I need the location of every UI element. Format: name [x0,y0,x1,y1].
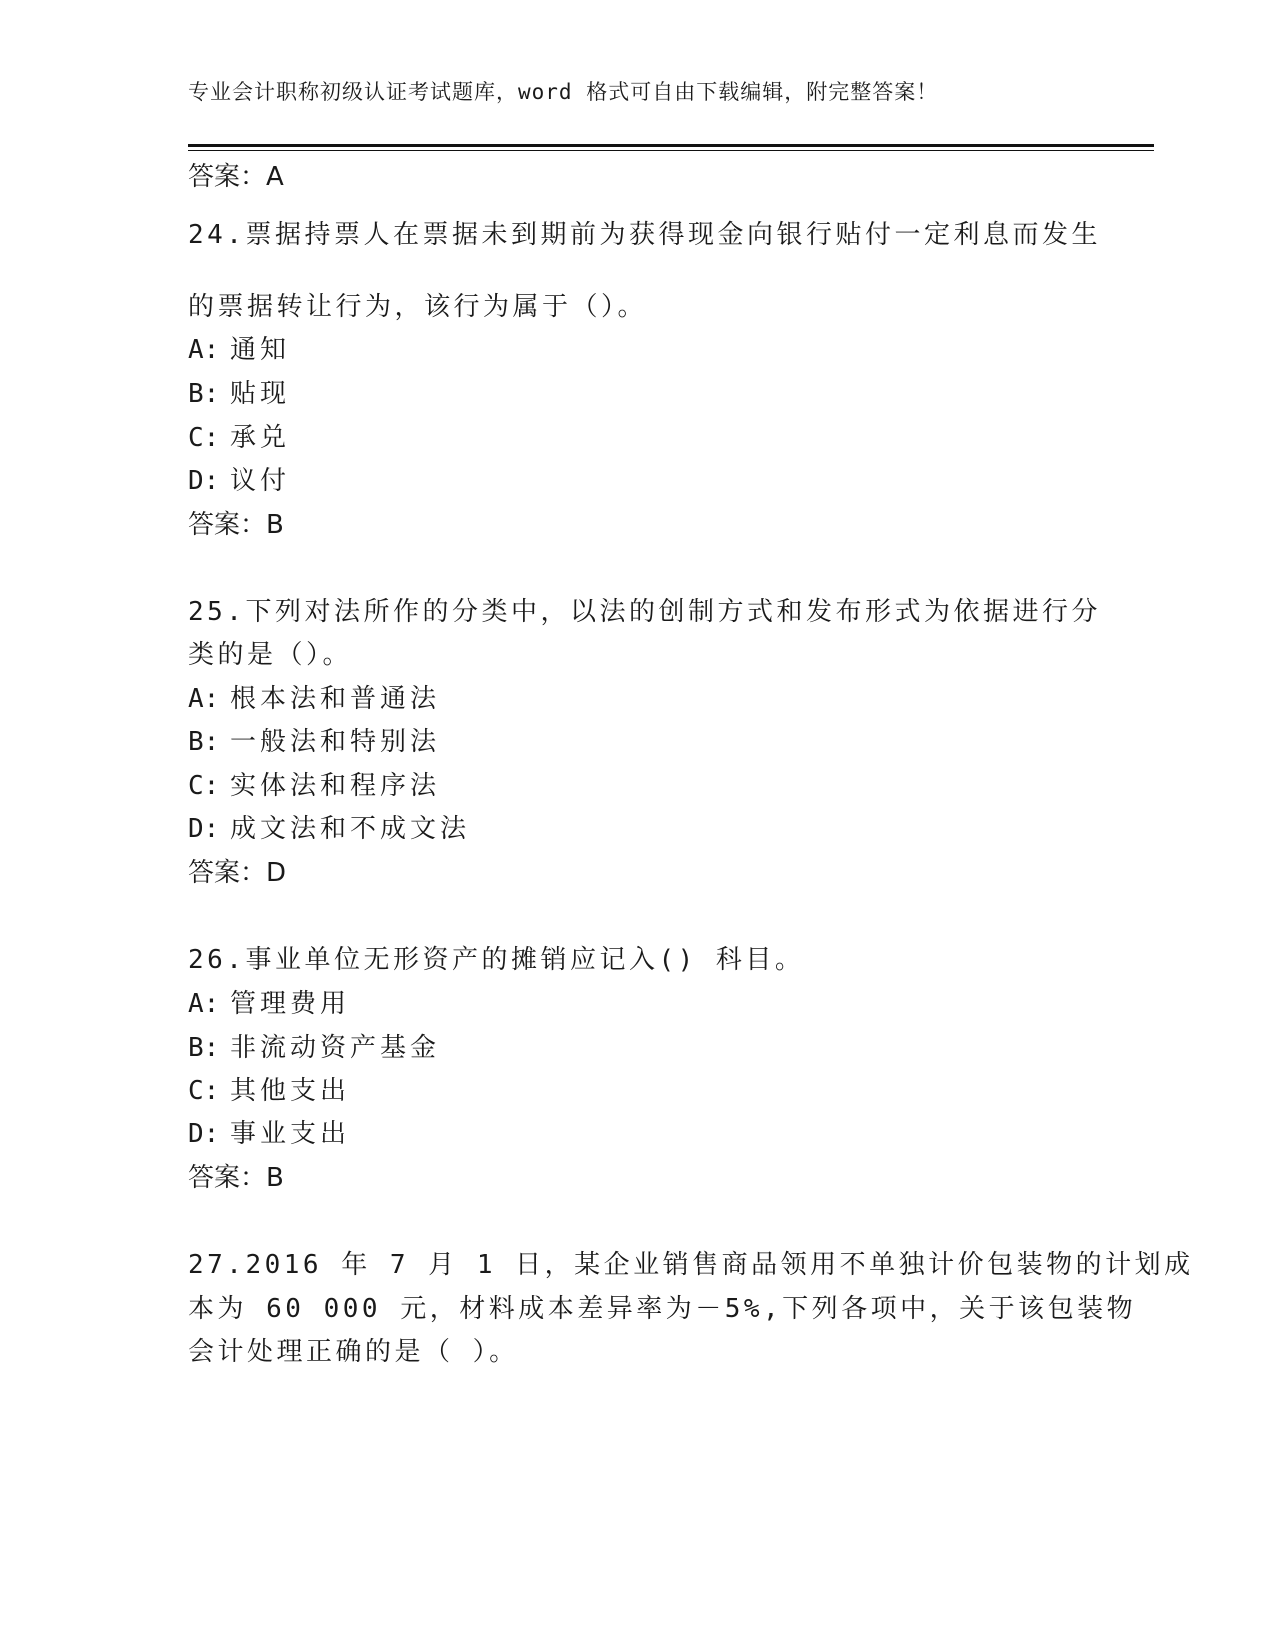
option-24-a: A: 通知 [188,335,291,365]
question-27-line-2: 本为 60 000 元，材料成本差异率为－5%,下列各项中，关于该包装物 [188,1294,1137,1324]
question-24-line-2: 的票据转让行为，该行为属于（）。 [188,292,648,322]
option-25-c: C: 实体法和程序法 [188,771,441,801]
question-27-line-3: 会计处理正确的是（ ）。 [188,1337,519,1367]
option-25-d: D: 成文法和不成文法 [188,814,471,844]
option-24-c: C: 承兑 [188,423,291,453]
question-25-line-1: 25.下列对法所作的分类中，以法的创制方式和发布形式为依据进行分 [188,597,1101,627]
option-25-a: A: 根本法和普通法 [188,684,441,714]
question-25-line-2: 类的是（）。 [188,640,353,670]
question-26-line-1: 26.事业单位无形资产的摊销应记入() 科目。 [188,945,805,975]
header-rule-thin [188,150,1154,151]
answer-26: 答案：B [188,1163,284,1193]
option-24-d: D: 议付 [188,466,291,496]
header-rule-thick [188,144,1154,147]
answer-23: 答案：A [188,162,284,192]
page-header: 专业会计职称初级认证考试题库，word 格式可自由下载编辑，附完整答案！ [188,80,939,104]
answer-24: 答案：B [188,510,284,540]
option-26-a: A: 管理费用 [188,989,351,1019]
option-24-b: B: 贴现 [188,379,291,409]
question-24-line-1: 24.票据持票人在票据未到期前为获得现金向银行贴付一定利息而发生 [188,220,1101,250]
question-27-line-1: 27.2016 年 7 月 1 日，某企业销售商品领用不单独计价包装物的计划成 [188,1250,1194,1280]
option-26-d: D: 事业支出 [188,1119,351,1149]
answer-25: 答案：D [188,858,287,888]
option-26-b: B: 非流动资产基金 [188,1033,441,1063]
option-26-c: C: 其他支出 [188,1076,351,1106]
option-25-b: B: 一般法和特别法 [188,727,441,757]
